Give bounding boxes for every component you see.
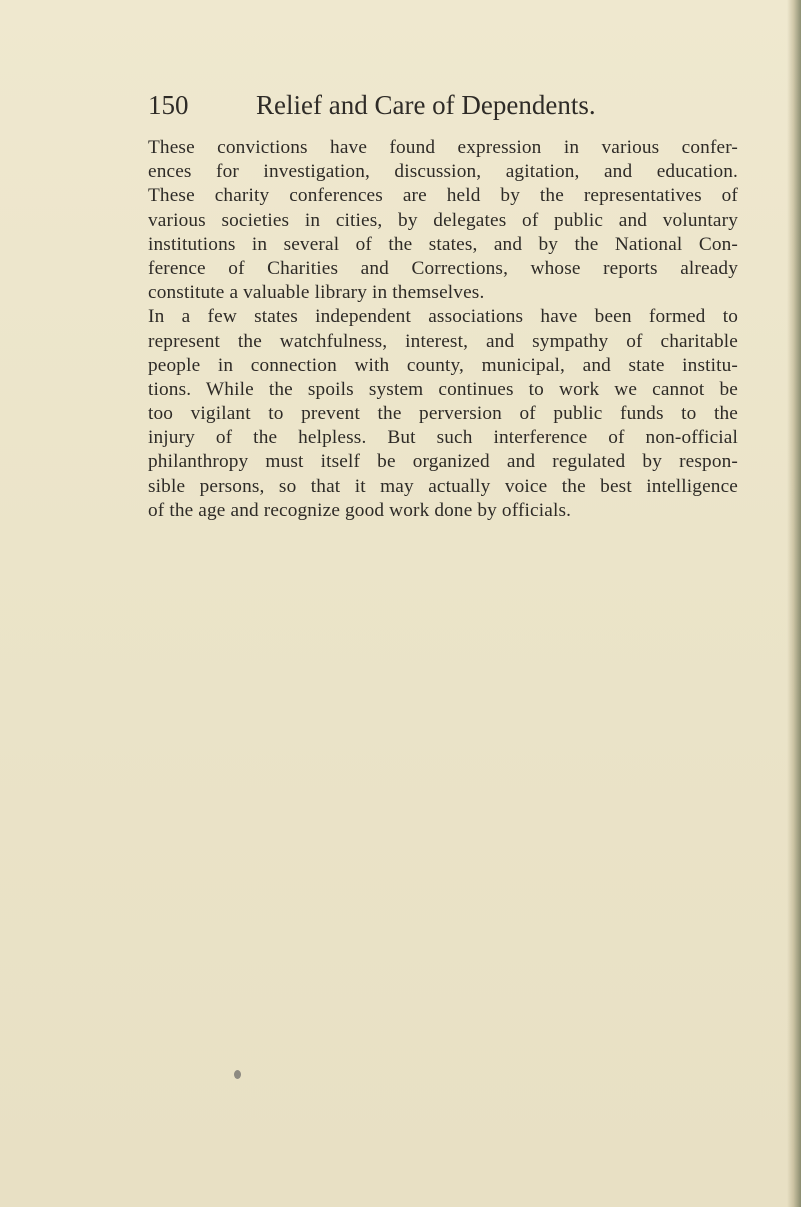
running-head — [148, 88, 668, 122]
ink-speck — [234, 1070, 241, 1079]
text-line: represent the watchfulness, interest, and sympathy of charitable — [148, 330, 738, 352]
paragraph — [148, 305, 738, 523]
page-number: 150 — [148, 90, 189, 120]
text-line: These charity conferences are held by the representatives of — [148, 185, 738, 207]
text-line: too vigilant to prevent the perversion of public funds to the — [148, 403, 738, 425]
text-line: These convictions have found expression in various confer- — [148, 137, 738, 158]
paragraph — [148, 136, 738, 305]
text-line: institutions in several of the states, and by the National Con- — [148, 233, 738, 255]
text-line: In a few states independent associations have been formed to — [148, 306, 738, 328]
body-text — [148, 136, 738, 523]
text-line: sible persons, so that it may actually voice the best intelligence — [148, 475, 738, 497]
text-line: tions. While the spoils system continues to work we cannot be — [148, 378, 738, 400]
text-line: of the age and recognize good work done by officials. — [148, 499, 572, 521]
text-line: various societies in cities, by delegates of public and voluntary — [148, 209, 738, 231]
text-line: constitute a valuable library in themselves. — [148, 282, 485, 304]
text-line: ences for investigation, discussion, agitation, and education. — [148, 161, 738, 183]
running-title: Relief and Care of Dependents. — [256, 90, 596, 120]
page-edge — [787, 0, 801, 1207]
text-line: people in connection with county, municipal, and state institu- — [148, 354, 738, 376]
text-line: philanthropy must itself be organized and regulated by respon- — [148, 451, 738, 473]
text-line: ference of Charities and Corrections, whose reports already — [148, 257, 738, 279]
text-line: injury of the helpless. But such interference of non-official — [148, 427, 738, 449]
